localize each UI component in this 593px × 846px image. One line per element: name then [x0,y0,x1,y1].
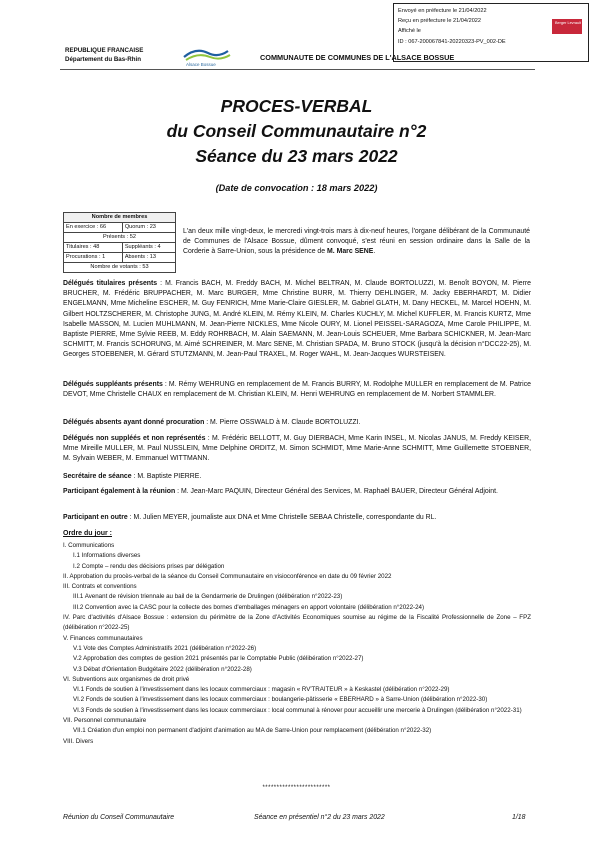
agenda-item: V.1 Vote des Comptes Administratifs 2021 (délibération n°2022-26) [73,644,257,652]
logo-text: Alsace Bossue [186,62,216,67]
intro-text: L'an deux mille vingt-deux, le mercredi vingt-trois mars à dix-neuf heures, l'organe délibérant de la Communauté de Communes de l'Alsace Bossue, dûment convoqué, s'est réuni en session ordinaire dans la Salle de la Corderie à Sarre-Union, sous la présidence de [183,228,530,256]
session-date-title: Séance du 23 mars 2022 [195,146,398,166]
participant-label: Participant également à la réunion [63,488,176,495]
titulaires-cell: Titulaires : 48 [64,243,123,253]
members-table [63,212,176,273]
stamp-sent-line: Envoyé en préfecture le 21/04/2022 [398,8,487,14]
agenda-list [63,541,531,747]
agenda-item: I.1 Informations diverses [73,552,141,560]
stamp-posted-line: Affiché le [398,28,421,35]
participant-text: : M. Jean-Marc PAQUIN, Directeur Général des Services, M. Raphaël BAUER, Directeur Général Adjoint. [175,488,498,495]
secretaire-paragraph [63,472,531,482]
agenda-item: VIII. Divers [63,737,94,745]
header-divider [60,69,535,70]
footer-left: Réunion du Conseil Communautaire [63,814,175,821]
departement-label: Département du Bas-Rhin [65,56,141,63]
agenda-item: III.2 Convention avec la CASC pour la collecte des bornes d'emballages ménagers en apport volontaire (délibération n°2022-24) [73,603,425,611]
alsace-bossue-logo [178,45,234,71]
republique-label: REPUBLIQUE FRANCAISE [65,47,144,54]
logo-waves-icon [178,45,234,63]
agenda-item: VII.1 Création d'un emploi non permanent d'adjoint d'animation au MA de Sarre-Union pour remplacement (délibération n°2022-32) [73,727,432,735]
members-table-header: Nombre de membres [64,213,176,223]
agenda-item: VI.2 Fonds de soutien à l'investissement dans les locaux commerciaux : boulangerie-pâtisserie « EBERHARD » à Sarre-Union (délibération n°2022-30) [73,696,488,704]
titulaires-paragraph [63,279,531,361]
quorum-cell: Quorum : 23 [122,223,175,233]
non-suppleés-label: Délégués non suppléés et non représentés [63,435,206,442]
suppleants-paragraph [63,380,531,400]
suppleants-cell: Suppléants : 4 [122,243,175,253]
intro-paragraph [183,227,530,258]
titulaires-text: : M. Francis BACH, M. Freddy BACH, M. Michel BELTRAN, M. Claude BORTOLUZZI, M. Benoît BOYON, M. Pierre BRUCHER, M. Frédéric BRUPPACHER, M. Marc BURGER, Mme Christine BURR, M. Thierry DEHLINGER, M. Jacky EBERHARDT, M. Didier ENGELMANN, Mme Micheline ESCHER, M. Guy FENRICH, Mme Marie-Claire GIESLER, M. Gabriel GLATH, M. Dany HECKEL, M. Marcel HOEHN, M. Gilbert HOLTZSCHERER, M. Christophe JUNG, M. André KLEIN, M. Rémy KLEIN, M. Charles KUCHLY, M. Michel KUFFLER, M. Francis KURTZ, Mme Isabelle MASSON, M. Lucien MUHLMANN, M. Jean-Pierre NICKLES, Mme Nicole OURY, M. Lionel PEISSEL-SARAGOZA, Mme Carole PHILIPPE, M. Baptiste PIERRE, Mme Sylvie REEB, M. Eddy ROHRBACH, M. Alain SAEMANN, M. Jean-Louis SCHEUER, Mme Barbara SCHICKNER, M. Jean-Marc SCHMITT, M. Francis SCHORUNG, M. Aimé SCHREINER, M. Marc SENE, M. Christian SPADA, M. Bruno STOCK (jusqu'à la décision n°DCC22-25), M. Georges STOEBENER, M. Gérard STUTZMANN, M. Jean-Paul TRAXEL, M. Roger WAHL, M. Jean-Jacques WURSTEISEN. [63,280,531,359]
agenda-item: V.2 Approbation des comptes de gestion 2021 présentés par le Comptable Public (délibération n°2022-27) [73,655,364,663]
procurations-cell: Procurations : 1 [64,253,123,263]
agenda-title: Ordre du jour : [63,530,112,537]
agenda-item: III.1 Avenant de révision triennale au bail de la Gendarmerie de Drulingen (délibération n°2022-23) [73,593,343,601]
page-number: 1/18 [512,814,526,821]
agenda-item: VI. Subventions aux organismes de droit privé [63,675,190,683]
separator-stars: ************************ [262,785,331,791]
outre-paragraph [63,513,531,523]
agenda-item: I. Communications [63,542,115,549]
outre-label: Participant en outre [63,514,128,521]
agenda-item: V. Finances communautaires [63,634,143,642]
communaute-title: COMMUNAUTE DE COMMUNES DE L'ALSACE BOSSUE [260,53,455,62]
document-title: PROCES-VERBAL [220,96,373,116]
secretaire-text: : M. Baptiste PIERRE. [131,473,202,480]
procuration-text: : M. Pierre OSSWALD à M. Claude BORTOLUZZI. [204,419,361,426]
suppleants-text: : M. Rémy WEHRUNG en remplacement de M. Francis BURRY, M. Rodolphe MULLER en remplacement de M. Patrice DEVOT, Mme Christelle CHAUX en remplacement de M. Christian KLEIN, M. Henri WEHRUNG en remplacement de M. Norbert STAMMLER. [63,381,531,399]
agenda-item: II. Approbation du procès-verbal de la séance du Conseil Communautaire en visioconférence en date du 09 février 2022 [63,572,392,580]
procuration-paragraph [63,418,531,428]
secretaire-label: Secrétaire de séance [63,473,132,480]
absents-cell: Absents : 13 [122,253,175,263]
agenda-item: I.2 Compte – rendu des décisions prises par délégation [73,562,225,570]
intro-end: . [373,248,376,256]
letterhead [65,46,143,64]
titulaires-label: Délégués titulaires présents [63,280,158,287]
stamp-received-line: Reçu en préfecture le 21/04/2022 [398,18,482,25]
president-name: M. Marc SENE [327,248,374,256]
presents-cell: Présents : 52 [64,233,176,243]
stamp-id-line: ID : 067-200067841-20220323-PV_002-DE [398,38,506,45]
votants-cell: Nombre de votants : 53 [64,263,176,273]
participant-paragraph [63,487,531,497]
procuration-label: Délégués absents ayant donné procuration [63,419,205,426]
berger-levrault-logo: Berger Levrault [552,19,582,34]
agenda-item: VI.3 Fonds de soutien à l'investissement dans les locaux commerciaux : local communal à rénover pour accueillir une mercerie à Drulingen (délibération n°2022-31) [73,706,522,714]
footer-center: Séance en présentiel n°2 du 23 mars 2022 [254,814,385,821]
outre-text: : M. Julien MEYER, journaliste aux DNA et Mme Christelle SEBAA Christelle, correspondante du RL. [127,514,437,521]
agenda-item: VII. Personnel communautaire [63,717,147,725]
non-suppleés-text: : M. Frédéric BELLOTT, M. Guy DIERBACH, Mme Karin INSEL, M. Nicolas JANUS, M. Freddy KEISER, Mme Mireille MULLER, M. Paul NUSSLEIN, Mme Delphine ORDITZ, M. Simon SCHMIDT, Mme Marie-Anne SCHMITT, Mme Guillemette STOEBNER, M. Sylvain WEBER, M. Emmanuel WITTMANN. [63,435,531,463]
agenda-item: IV. Parc d'activités d'Alsace Bossue : extension du périmètre de la Zone d'Activités Economiques soumise au régime de la Fiscalité Professionnelle de Zone – FPZ (délibération n°2022-25) [63,614,531,632]
agenda-item: VI.1 Fonds de soutien à l'investissement dans les locaux commerciaux : magasin « RV'TRAITEUR » à Keskastel (délibération n°2022-29) [73,686,450,694]
non-suppleés-paragraph [63,434,531,465]
agenda-item: III. Contrats et conventions [63,583,137,591]
en-exercice-cell: En exercice : 66 [64,223,123,233]
convocation-date: (Date de convocation : 18 mars 2022) [215,183,378,193]
suppleants-label: Délégués suppléants présents [63,381,163,388]
document-subtitle: du Conseil Communautaire n°2 [166,121,427,141]
agenda-item: V.3 Débat d'Orientation Budgétaire 2022 (délibération n°2022-28) [73,665,252,673]
